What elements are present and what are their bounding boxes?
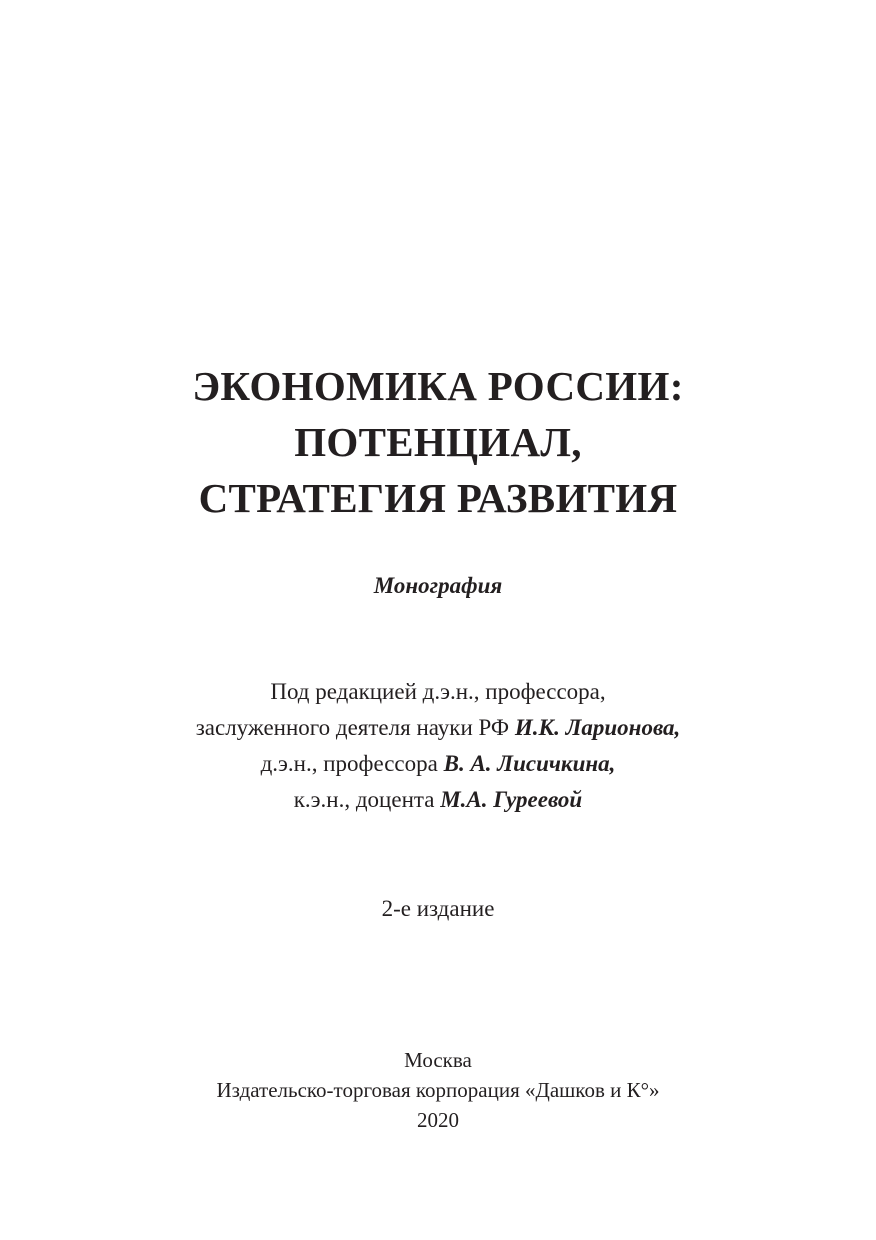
editor-3-name: М.А. Гуреевой — [440, 787, 583, 812]
editors-line-2 — [0, 710, 876, 746]
book-title — [0, 358, 876, 526]
editor-1-credentials: заслуженного деятеля науки РФ — [195, 715, 515, 740]
editor-3-credentials: к.э.н., доцента — [293, 787, 441, 812]
imprint-publisher: Издательско-торговая корпорация «Дашков и К°» — [216, 1078, 660, 1102]
imprint-year: 2020 — [417, 1108, 459, 1132]
book-title-line-1: ЭКОНОМИКА РОССИИ: — [192, 363, 684, 409]
editors-line-1: Под редакцией д.э.н., профессора, — [270, 679, 606, 704]
editors-line-3 — [0, 746, 876, 782]
book-title-line-2: ПОТЕНЦИАЛ, — [294, 419, 582, 465]
imprint-block — [0, 1045, 876, 1135]
editor-1-name: И.К. Ларионова, — [514, 715, 681, 740]
book-title-line-3: СТРАТЕГИЯ РАЗВИТИЯ — [198, 475, 678, 521]
imprint-city: Москва — [404, 1048, 472, 1072]
editor-2-credentials: д.э.н., профессора — [260, 751, 444, 776]
editors-line-4 — [0, 782, 876, 818]
editor-2-name: В. А. Лисичкина, — [443, 751, 616, 776]
edition-number: 2-е издание — [381, 896, 495, 921]
editors-block — [0, 674, 876, 818]
book-genre: Монография — [373, 573, 503, 598]
